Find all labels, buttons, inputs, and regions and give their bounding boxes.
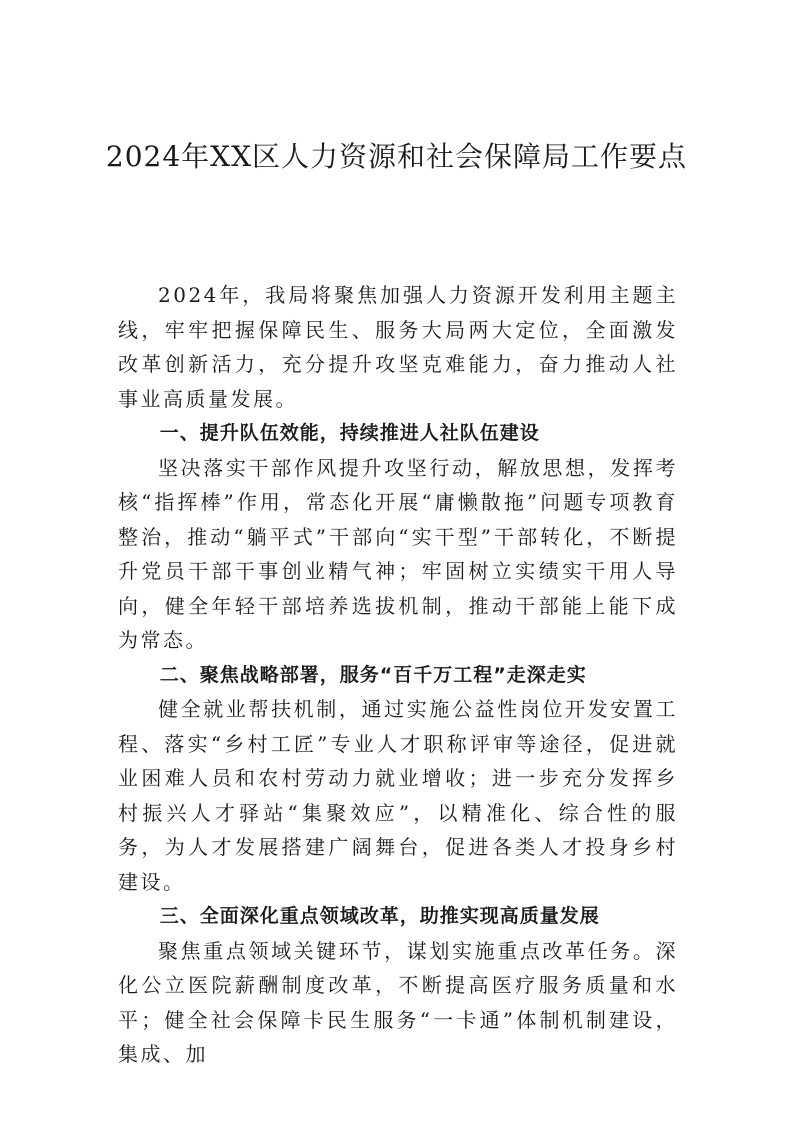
section-heading-2: 二、聚焦战略部署，服务“百千万工程”走深走实 <box>159 663 587 686</box>
intro-paragraph: 2024年，我局将聚焦加强人力资源开发利用主题主线，牢牢把握保障民生、服务大局两大定位，全面激发改革创新活力，充分提升攻坚克难能力，奋力推动人社事业高质量发展。 <box>118 283 678 411</box>
section-heading-1: 一、提升队伍效能，持续推进人社队伍建设 <box>159 422 540 444</box>
document-body <box>118 278 678 1072</box>
section-body-3: 聚焦重点领域关键环节，谋划实施重点改革任务。深化公立医院薪酬制度改革，不断提高医疗服务质量和水平；健全社会保障卡民生服务“一卡通”体制机制建设，集成、加 <box>118 938 678 1066</box>
section-heading-3: 三、全面深化重点领域改革，助推实现高质量发展 <box>159 905 600 927</box>
document-title: 2024年XX区人力资源和社会保障局工作要点 <box>105 140 688 173</box>
section-body-1: 坚决落实干部作风提升攻坚行动，解放思想，发挥考核“指挥棒”作用，常态化开展“庸懒散拖”问题专项教育整治，推动“躺平式”干部向“实干型”干部转化，不断提升党员干部干事创业精气神；牢固树立实绩实干用人导向，健全年轻干部培养选拔机制，推动干部能上能下成为常态。 <box>118 455 678 652</box>
section-body-2: 健全就业帮扶机制，通过实施公益性岗位开发安置工程、落实“乡村工匠”专业人才职称评审等途径，促进就业困难人员和农村劳动力就业增收；进一步充分发挥乡村振兴人才驿站“集聚效应”，以精准化、综合性的服务，为人才发展搭建广阔舞台，促进各类人才投身乡村建设。 <box>118 697 678 894</box>
